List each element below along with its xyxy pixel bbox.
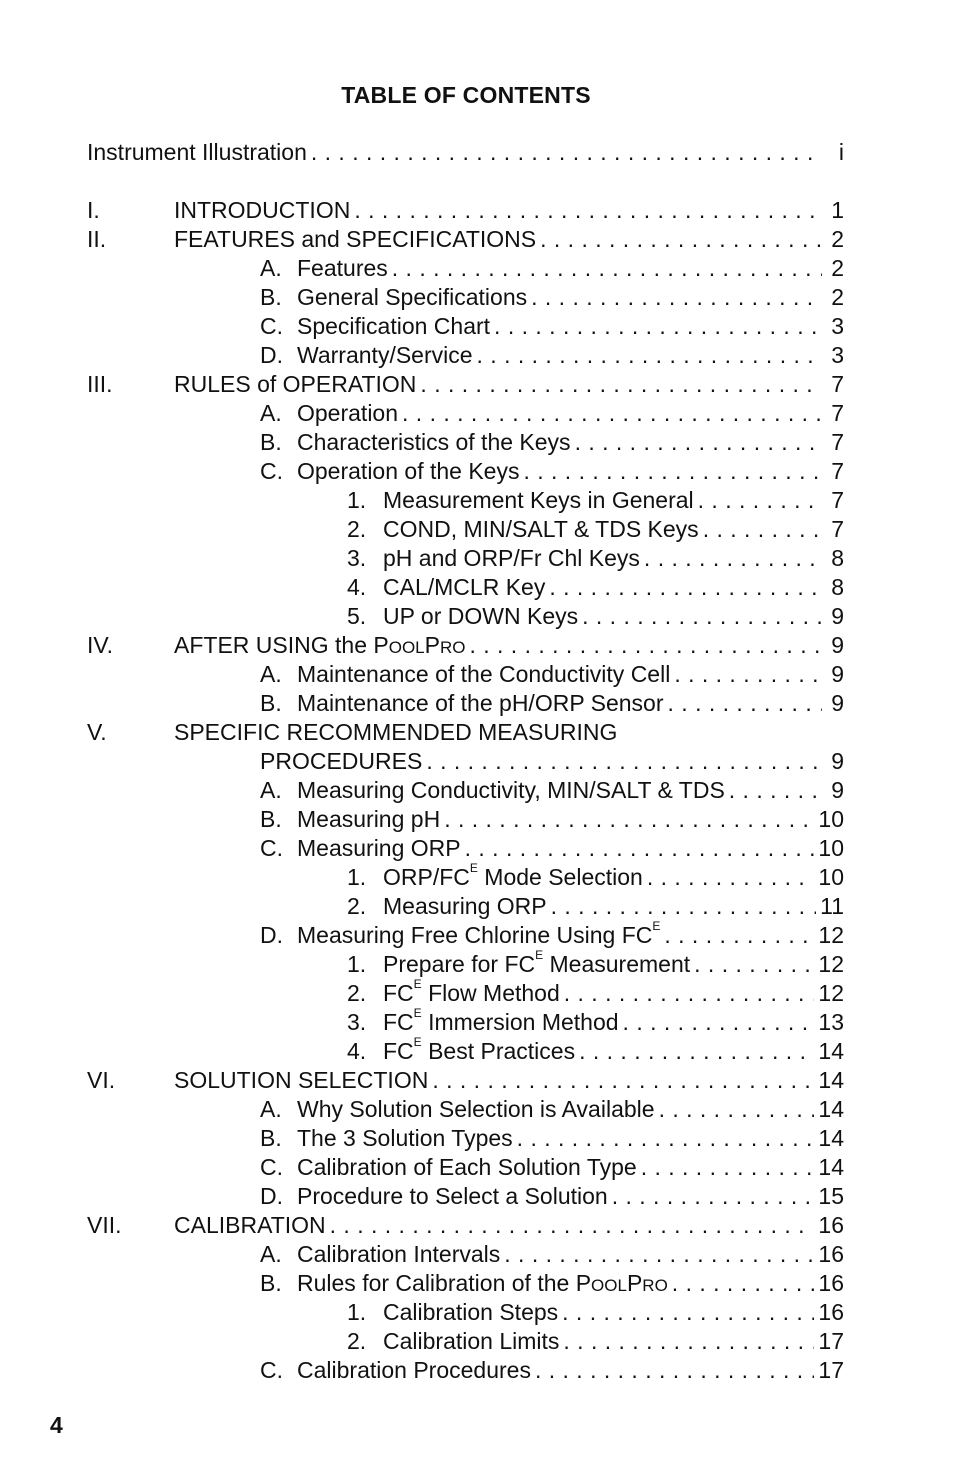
subsection-letter: B. xyxy=(260,1125,282,1151)
toc-subsection[interactable] xyxy=(0,1123,954,1153)
toc-page-number: 3 xyxy=(831,342,844,368)
section-numeral: VI. xyxy=(87,1067,116,1093)
toc-entry-label: UP or DOWN Keys xyxy=(383,603,579,629)
toc-entry-row xyxy=(347,1036,844,1066)
subsection-letter: B. xyxy=(260,284,282,310)
toc-entry-label: ORP/$FC^E$ Mode Selection xyxy=(383,862,643,890)
dot-leader xyxy=(531,1355,814,1385)
toc-page-number: 2 xyxy=(831,284,844,310)
superscript: E xyxy=(413,978,422,991)
dot-leader xyxy=(660,920,814,950)
section-numeral: I. xyxy=(87,197,100,223)
dot-leader xyxy=(664,688,822,718)
toc-entry-label: Rules for Calibration of the POOLPRO xyxy=(297,1270,668,1296)
toc-entry-label: Calibration of Each Solution Type xyxy=(297,1154,637,1180)
toc-entry-label: Measuring pH xyxy=(297,806,441,832)
toc-entry-row xyxy=(260,1123,844,1153)
toc-entry-label: Measuring ORP xyxy=(383,893,547,919)
superscript: E xyxy=(469,862,478,875)
subsection-letter: D. xyxy=(260,342,283,368)
toc-subsection[interactable] xyxy=(0,311,954,341)
toc-page-number: 9 xyxy=(831,748,844,774)
subsection-letter: D. xyxy=(260,922,283,948)
toc-subitem[interactable] xyxy=(0,572,954,602)
toc-page-number: 16 xyxy=(818,1212,844,1238)
subitem-number: 1. xyxy=(347,1299,367,1325)
section-numeral: IV. xyxy=(87,632,114,658)
toc-entry-label: Calibration Steps xyxy=(383,1299,559,1325)
toc-subsection[interactable] xyxy=(0,659,954,689)
subsection-letter: C. xyxy=(260,313,283,339)
dot-leader xyxy=(643,862,815,892)
subsection-letter: B. xyxy=(260,690,282,716)
subitem-number: 4. xyxy=(347,574,367,600)
toc-page-number: 14 xyxy=(818,1125,844,1151)
toc-subitem[interactable] xyxy=(0,485,954,515)
dot-leader xyxy=(547,891,816,921)
toc-entry-label: The 3 Solution Types xyxy=(297,1125,513,1151)
toc-section[interactable] xyxy=(0,717,954,747)
dot-leader xyxy=(575,1036,814,1066)
subsection-letter: A. xyxy=(260,777,282,803)
toc-entry-row xyxy=(260,398,844,428)
toc-subitem[interactable] xyxy=(0,1326,954,1356)
section-numeral: V. xyxy=(87,719,107,745)
dot-leader xyxy=(571,427,822,457)
toc-section[interactable] xyxy=(0,630,954,660)
toc-page-number: 9 xyxy=(831,661,844,687)
subitem-number: 2. xyxy=(347,516,367,542)
dot-leader xyxy=(527,282,822,312)
toc-entry-row xyxy=(174,1210,844,1240)
toc-page-number: 11 xyxy=(820,893,844,919)
toc-entry-label: SOLUTION SELECTION xyxy=(174,1067,429,1093)
toc-entry-row xyxy=(347,601,844,631)
dot-leader xyxy=(619,1007,815,1037)
toc-page-number: 10 xyxy=(818,835,844,861)
toc-page-number: 10 xyxy=(818,864,844,890)
toc-subitem[interactable] xyxy=(0,514,954,544)
subsection-letter: A. xyxy=(260,400,282,426)
toc-entry-row xyxy=(174,717,844,747)
toc-entry-row xyxy=(260,775,844,805)
section-numeral: VII. xyxy=(87,1212,122,1238)
toc-page-number: 16 xyxy=(818,1299,844,1325)
toc-page-number: 7 xyxy=(831,400,844,426)
subsection-letter: A. xyxy=(260,1241,282,1267)
toc-entry-label: PROCEDURES xyxy=(260,748,423,774)
toc-subitem[interactable] xyxy=(0,1036,954,1066)
toc-page-number: 12 xyxy=(818,922,844,948)
toc-entry-row xyxy=(260,746,844,776)
subitem-number: 1. xyxy=(347,951,367,977)
toc-entry-row xyxy=(347,514,844,544)
subsection-letter: B. xyxy=(260,1270,282,1296)
subitem-number: 3. xyxy=(347,1009,367,1035)
toc-entry-row xyxy=(260,1355,844,1385)
toc-entry-row xyxy=(174,195,844,225)
toc-entry-row xyxy=(260,311,844,341)
toc-page-number: 16 xyxy=(818,1270,844,1296)
toc-page-number: 17 xyxy=(818,1328,844,1354)
toc-page-number: 8 xyxy=(831,574,844,600)
toc-section[interactable] xyxy=(0,224,954,254)
dot-leader xyxy=(461,833,815,863)
toc-page-number: 16 xyxy=(818,1241,844,1267)
dot-leader xyxy=(694,485,822,515)
toc-entry-label: $FC^E$ Flow Method xyxy=(383,978,560,1006)
toc-entry-label: RULES of OPERATION xyxy=(174,371,417,397)
toc-page-number: 14 xyxy=(818,1096,844,1122)
toc-subsection[interactable] xyxy=(0,340,954,370)
toc-entry-label: Measurement Keys in General xyxy=(383,487,694,513)
section-numeral: III. xyxy=(87,371,113,397)
subsection-letter: B. xyxy=(260,806,282,832)
dot-leader xyxy=(398,398,822,428)
toc-page-number: 9 xyxy=(831,603,844,629)
dot-leader xyxy=(699,514,822,544)
toc-subsection[interactable] xyxy=(0,1152,954,1182)
toc-subsection[interactable] xyxy=(0,1181,954,1211)
toc-subitem[interactable] xyxy=(0,1297,954,1327)
toc-entry-row xyxy=(347,572,844,602)
toc-subsection[interactable] xyxy=(0,253,954,283)
toc-entry-label: $FC^E$ Best Practices xyxy=(383,1036,576,1064)
subsection-letter: C. xyxy=(260,835,283,861)
toc-entry-label: Operation of the Keys xyxy=(297,458,520,484)
toc-entry-row xyxy=(260,340,844,370)
toc-subsection[interactable] xyxy=(0,282,954,312)
dot-leader xyxy=(490,311,822,341)
dot-leader xyxy=(640,543,822,573)
toc-page-number: 9 xyxy=(831,632,844,658)
dot-leader xyxy=(465,630,822,660)
toc-entry-row xyxy=(347,543,844,573)
toc-entry-label: CAL/MCLR Key xyxy=(383,574,546,600)
dot-leader xyxy=(500,1239,814,1269)
toc-entry-label: Procedure to Select a Solution xyxy=(297,1183,608,1209)
page-number: 4 xyxy=(50,1412,63,1438)
toc-page-number: 2 xyxy=(831,226,844,252)
subitem-number: 3. xyxy=(347,545,367,571)
dot-leader xyxy=(519,456,822,486)
dot-leader xyxy=(422,746,822,776)
dot-leader xyxy=(545,572,822,602)
toc-entry-label: INTRODUCTION xyxy=(174,197,351,223)
dot-leader xyxy=(416,369,822,399)
toc-page-number: 12 xyxy=(818,980,844,1006)
dot-leader xyxy=(559,1326,814,1356)
toc-subsection[interactable] xyxy=(0,688,954,718)
toc-subsection[interactable] xyxy=(0,456,954,486)
toc-entry-row xyxy=(347,891,844,921)
toc-entry-label: Features xyxy=(297,255,388,281)
toc-page-number: 14 xyxy=(818,1038,844,1064)
superscript: E xyxy=(652,920,661,933)
toc-entry-illustration[interactable] xyxy=(0,137,954,167)
toc-subsection[interactable] xyxy=(0,1239,954,1269)
small-caps-text: OOL xyxy=(591,1276,627,1295)
dot-leader xyxy=(668,1268,815,1298)
toc-subsection[interactable] xyxy=(0,1355,954,1385)
superscript: E xyxy=(413,1036,422,1049)
toc-section-cont[interactable] xyxy=(0,746,954,776)
page-title: TABLE OF CONTENTS xyxy=(341,82,591,108)
toc-entry-row xyxy=(174,1065,844,1095)
toc-entry-row xyxy=(260,804,844,834)
dot-leader xyxy=(307,137,822,167)
toc-entry-row xyxy=(260,253,844,283)
subsection-letter: B. xyxy=(260,429,282,455)
toc-entry-label: Why Solution Selection is Available xyxy=(297,1096,655,1122)
toc-entry-label: Prepare for $FC^E$ Measurement xyxy=(383,949,691,977)
toc-page-number: 12 xyxy=(818,951,844,977)
subitem-number: 2. xyxy=(347,980,367,1006)
toc-subitem[interactable] xyxy=(0,949,954,979)
toc-entry-label: Measuring ORP xyxy=(297,835,461,861)
toc-entry-row xyxy=(347,978,844,1008)
toc-subsection[interactable] xyxy=(0,1268,954,1298)
toc-entry-label: Operation xyxy=(297,400,399,426)
toc-page-number: 1 xyxy=(831,197,844,223)
toc-subsection[interactable] xyxy=(0,920,954,950)
toc-entry-row xyxy=(347,1326,844,1356)
toc-subitem[interactable] xyxy=(0,862,954,892)
dot-leader xyxy=(608,1181,815,1211)
dot-leader xyxy=(440,804,814,834)
toc-entry-label: Measuring Conductivity, MIN/SALT & TDS xyxy=(297,777,725,803)
toc-page-number: 10 xyxy=(818,806,844,832)
toc-subitem[interactable] xyxy=(0,978,954,1008)
dot-leader xyxy=(578,601,822,631)
toc-section[interactable] xyxy=(0,1065,954,1095)
toc-page-number: 7 xyxy=(831,516,844,542)
toc-entry-row xyxy=(260,427,844,457)
dot-leader xyxy=(326,1210,815,1240)
toc-entry-row xyxy=(260,920,844,950)
toc-entry-label: CALIBRATION xyxy=(174,1212,326,1238)
toc-entry-label: Calibration Procedures xyxy=(297,1357,531,1383)
subsection-letter: A. xyxy=(260,661,282,687)
subsection-letter: C. xyxy=(260,1357,283,1383)
toc-entry-row xyxy=(347,1297,844,1327)
toc-entry-label: Instrument Illustration xyxy=(87,139,307,165)
toc-page-number: 17 xyxy=(818,1357,844,1383)
subitem-number: 5. xyxy=(347,603,367,629)
toc-subsection[interactable] xyxy=(0,398,954,428)
toc-entry-row xyxy=(347,949,844,979)
toc-entry-label: Characteristics of the Keys xyxy=(297,429,571,455)
small-caps-text: RO xyxy=(439,638,466,657)
dot-leader xyxy=(558,1297,814,1327)
toc-page-number: 7 xyxy=(831,458,844,484)
toc-entry-row xyxy=(260,1152,844,1182)
toc-entry-row xyxy=(260,688,844,718)
toc-entry-row xyxy=(260,659,844,689)
toc-page-number: 7 xyxy=(831,487,844,513)
toc-entry-label: Maintenance of the Conductivity Cell xyxy=(297,661,671,687)
toc-entry-label: Specification Chart xyxy=(297,313,491,339)
dot-leader xyxy=(428,1065,814,1095)
toc-subitem[interactable] xyxy=(0,1007,954,1037)
dot-leader xyxy=(513,1123,815,1153)
toc-section[interactable] xyxy=(0,1210,954,1240)
subitem-number: 1. xyxy=(347,487,367,513)
subsection-letter: A. xyxy=(260,1096,282,1122)
toc-entry-row xyxy=(347,862,844,892)
toc-entry-row xyxy=(174,369,844,399)
toc-entry-row xyxy=(347,485,844,515)
toc-entry-label: COND, MIN/SALT & TDS Keys xyxy=(383,516,699,542)
superscript: E xyxy=(535,949,544,962)
subsection-letter: A. xyxy=(260,255,282,281)
toc-page-number: 14 xyxy=(818,1154,844,1180)
toc-page-number: 7 xyxy=(831,429,844,455)
toc-entry-row xyxy=(260,833,844,863)
subitem-number: 2. xyxy=(347,893,367,919)
dot-leader xyxy=(350,195,822,225)
subsection-letter: C. xyxy=(260,458,283,484)
dot-leader xyxy=(637,1152,815,1182)
toc-page-number: 8 xyxy=(831,545,844,571)
toc-section[interactable] xyxy=(0,369,954,399)
toc-entry-label: pH and ORP/Fr Chl Keys xyxy=(383,545,640,571)
toc-subitem[interactable] xyxy=(0,891,954,921)
dot-leader xyxy=(536,224,822,254)
toc-page-number: 3 xyxy=(831,313,844,339)
toc-entry-label: FEATURES and SPECIFICATIONS xyxy=(174,226,537,252)
toc-page-number: 9 xyxy=(831,690,844,716)
toc-subsection[interactable] xyxy=(0,427,954,457)
dot-leader xyxy=(473,340,822,370)
small-caps-text: OOL xyxy=(388,638,425,657)
toc-entry-row xyxy=(174,224,844,254)
toc-entry-label: Calibration Intervals xyxy=(297,1241,501,1267)
toc-section[interactable] xyxy=(0,195,954,225)
toc-subsection[interactable] xyxy=(0,804,954,834)
toc-entry-row xyxy=(260,1094,844,1124)
toc-entry-label: Calibration Limits xyxy=(383,1328,560,1354)
toc-entry-label: Measuring Free Chlorine Using $FC^E$ xyxy=(297,920,661,948)
toc-entry-row xyxy=(260,456,844,486)
subsection-letter: C. xyxy=(260,1154,283,1180)
toc-entry-label: $FC^E$ Immersion Method xyxy=(383,1007,619,1035)
toc-subsection[interactable] xyxy=(0,1094,954,1124)
toc-subsection[interactable] xyxy=(0,833,954,863)
toc-entry-row xyxy=(260,282,844,312)
toc-page-number: i xyxy=(838,139,844,165)
subitem-number: 1. xyxy=(347,864,367,890)
toc-subitem[interactable] xyxy=(0,543,954,573)
toc-entry-label: SPECIFIC RECOMMENDED MEASURING xyxy=(174,719,618,745)
subitem-number: 2. xyxy=(347,1328,367,1354)
toc-entry-label: Maintenance of the pH/ORP Sensor xyxy=(297,690,664,716)
dot-leader xyxy=(670,659,822,689)
dot-leader xyxy=(560,978,815,1008)
dot-leader xyxy=(690,949,814,979)
section-numeral: II. xyxy=(87,226,107,252)
subitem-number: 4. xyxy=(347,1038,367,1064)
dot-leader xyxy=(725,775,822,805)
dot-leader xyxy=(655,1094,815,1124)
toc-subitem[interactable] xyxy=(0,601,954,631)
toc-entry-row xyxy=(347,1007,844,1037)
toc-entry-row xyxy=(260,1239,844,1269)
superscript: E xyxy=(413,1007,422,1020)
toc-page-number: 9 xyxy=(831,777,844,803)
toc-page-number: 14 xyxy=(818,1067,844,1093)
toc-subsection[interactable] xyxy=(0,775,954,805)
toc-entry-row xyxy=(260,1181,844,1211)
toc-page-number: 7 xyxy=(831,371,844,397)
toc-page-number: 2 xyxy=(831,255,844,281)
toc-page-number: 13 xyxy=(818,1009,844,1035)
toc-entry-label: General Specifications xyxy=(297,284,528,310)
toc-entry-label: AFTER USING the POOLPRO xyxy=(174,632,466,658)
dot-leader xyxy=(388,253,822,283)
toc-page-number: 15 xyxy=(818,1183,844,1209)
small-caps-text: RO xyxy=(642,1276,668,1295)
subsection-letter: D. xyxy=(260,1183,283,1209)
toc-entry-label: Warranty/Service xyxy=(297,342,473,368)
